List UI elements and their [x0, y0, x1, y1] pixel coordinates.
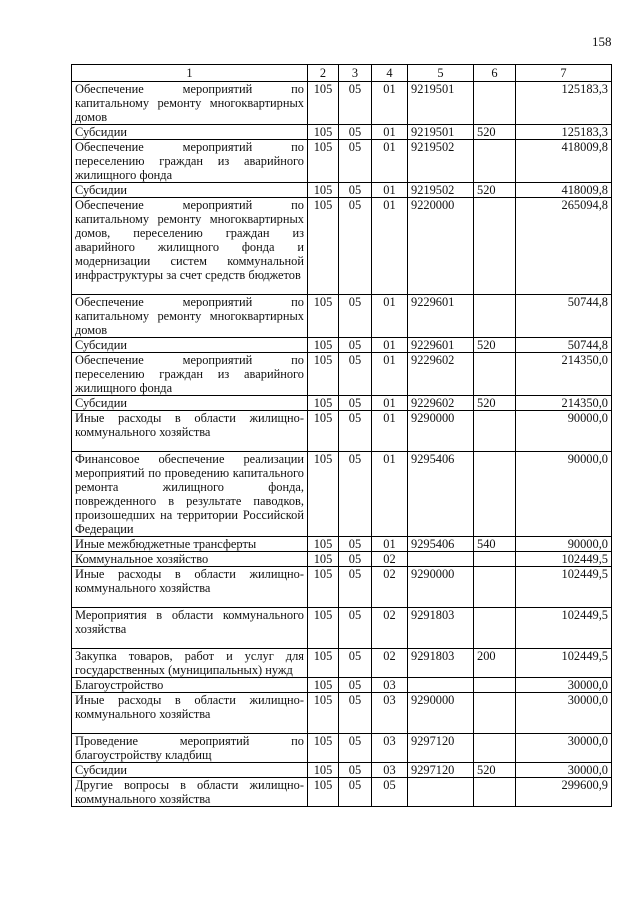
expense-type-cell [474, 452, 516, 537]
expense-type-cell [474, 567, 516, 608]
table-row [72, 82, 612, 125]
table-row [72, 649, 612, 678]
target-code-cell: 9219502 [408, 140, 474, 183]
table-row [72, 763, 612, 778]
subsection-code-cell: 05 [339, 353, 372, 396]
target-code-cell: 9229602 [408, 353, 474, 396]
section-code-cell: 105 [308, 82, 339, 125]
article-code-cell: 01 [372, 353, 408, 396]
expense-type-cell [474, 140, 516, 183]
article-code-cell: 03 [372, 763, 408, 778]
column-header-2: 2 [308, 65, 339, 82]
section-code-cell: 105 [308, 693, 339, 734]
article-code-cell: 01 [372, 295, 408, 338]
amount-cell: 214350,0 [516, 396, 612, 411]
section-code-cell: 105 [308, 763, 339, 778]
target-code-cell [408, 678, 474, 693]
amount-cell: 125183,3 [516, 125, 612, 140]
section-code-cell: 105 [308, 338, 339, 353]
article-code-cell: 02 [372, 608, 408, 649]
subsection-code-cell: 05 [339, 295, 372, 338]
section-code-cell: 105 [308, 778, 339, 807]
budget-table [71, 64, 612, 807]
column-header-1: 1 [72, 65, 308, 82]
target-code-cell: 9229601 [408, 295, 474, 338]
expense-type-cell [474, 778, 516, 807]
amount-cell: 30000,0 [516, 734, 612, 763]
target-code-cell [408, 552, 474, 567]
target-code-cell: 9220000 [408, 198, 474, 295]
expense-type-cell: 520 [474, 763, 516, 778]
column-header-7: 7 [516, 65, 612, 82]
target-code-cell: 9297120 [408, 734, 474, 763]
amount-cell: 265094,8 [516, 198, 612, 295]
section-code-cell: 105 [308, 734, 339, 763]
subsection-code-cell: 05 [339, 567, 372, 608]
section-code-cell: 105 [308, 183, 339, 198]
section-code-cell: 105 [308, 353, 339, 396]
table-row [72, 125, 612, 140]
table-row [72, 338, 612, 353]
expense-name-cell: Субсидии [72, 396, 308, 411]
subsection-code-cell: 05 [339, 537, 372, 552]
expense-type-cell [474, 693, 516, 734]
article-code-cell: 01 [372, 198, 408, 295]
amount-cell: 125183,3 [516, 82, 612, 125]
section-code-cell: 105 [308, 678, 339, 693]
target-code-cell: 9229602 [408, 396, 474, 411]
subsection-code-cell: 05 [339, 82, 372, 125]
target-code-cell: 9290000 [408, 693, 474, 734]
section-code-cell: 105 [308, 452, 339, 537]
table-row [72, 140, 612, 183]
article-code-cell: 01 [372, 411, 408, 452]
expense-type-cell: 200 [474, 649, 516, 678]
section-code-cell: 105 [308, 198, 339, 295]
table-row [72, 183, 612, 198]
subsection-code-cell: 05 [339, 183, 372, 198]
amount-cell: 30000,0 [516, 678, 612, 693]
subsection-code-cell: 05 [339, 552, 372, 567]
table-row [72, 608, 612, 649]
table-row [72, 411, 612, 452]
section-code-cell: 105 [308, 125, 339, 140]
target-code-cell: 9219501 [408, 125, 474, 140]
expense-type-cell [474, 198, 516, 295]
table-row [72, 678, 612, 693]
expense-type-cell: 520 [474, 183, 516, 198]
expense-name-cell: Обеспечение мероприятий по переселению граждан из аварийного жилищного фонда [72, 353, 308, 396]
expense-name-cell: Иные расходы в области жилищно-коммунального хозяйства [72, 693, 308, 734]
subsection-code-cell: 05 [339, 608, 372, 649]
table-row [72, 552, 612, 567]
target-code-cell: 9295406 [408, 537, 474, 552]
article-code-cell: 01 [372, 537, 408, 552]
expense-type-cell [474, 734, 516, 763]
article-code-cell: 01 [372, 338, 408, 353]
subsection-code-cell: 05 [339, 396, 372, 411]
subsection-code-cell: 05 [339, 693, 372, 734]
column-header-5: 5 [408, 65, 474, 82]
subsection-code-cell: 05 [339, 140, 372, 183]
target-code-cell: 9291803 [408, 649, 474, 678]
article-code-cell: 01 [372, 125, 408, 140]
amount-cell: 102449,5 [516, 608, 612, 649]
amount-cell: 102449,5 [516, 567, 612, 608]
amount-cell: 102449,5 [516, 649, 612, 678]
expense-type-cell [474, 353, 516, 396]
amount-cell: 90000,0 [516, 452, 612, 537]
expense-name-cell: Обеспечение мероприятий по переселению граждан из аварийного жилищного фонда [72, 140, 308, 183]
expense-type-cell [474, 678, 516, 693]
expense-name-cell: Субсидии [72, 125, 308, 140]
amount-cell: 418009,8 [516, 183, 612, 198]
expense-name-cell: Иные расходы в области жилищно-коммунального хозяйства [72, 567, 308, 608]
target-code-cell: 9229601 [408, 338, 474, 353]
subsection-code-cell: 05 [339, 778, 372, 807]
expense-type-cell [474, 82, 516, 125]
amount-cell: 90000,0 [516, 537, 612, 552]
table-row [72, 198, 612, 295]
amount-cell: 30000,0 [516, 763, 612, 778]
table-row [72, 778, 612, 807]
article-code-cell: 01 [372, 452, 408, 537]
expense-name-cell: Проведение мероприятий по благоустройству кладбищ [72, 734, 308, 763]
expense-name-cell: Субсидии [72, 183, 308, 198]
expense-name-cell: Финансовое обеспечение реализации мероприятий по проведению капитального ремонта жилищного фонда, поврежденного в результате паводков, произошедших на территории Российской Федерации [72, 452, 308, 537]
amount-cell: 418009,8 [516, 140, 612, 183]
section-code-cell: 105 [308, 396, 339, 411]
table-row [72, 396, 612, 411]
table-body [72, 82, 612, 807]
target-code-cell: 9290000 [408, 567, 474, 608]
article-code-cell: 02 [372, 552, 408, 567]
amount-cell: 50744,8 [516, 295, 612, 338]
subsection-code-cell: 05 [339, 734, 372, 763]
article-code-cell: 01 [372, 396, 408, 411]
expense-name-cell: Субсидии [72, 763, 308, 778]
target-code-cell: 9219501 [408, 82, 474, 125]
amount-cell: 299600,9 [516, 778, 612, 807]
article-code-cell: 03 [372, 734, 408, 763]
target-code-cell: 9291803 [408, 608, 474, 649]
amount-cell: 102449,5 [516, 552, 612, 567]
column-header-6: 6 [474, 65, 516, 82]
expense-name-cell: Закупка товаров, работ и услуг для государственных (муниципальных) нужд [72, 649, 308, 678]
article-code-cell: 01 [372, 82, 408, 125]
section-code-cell: 105 [308, 140, 339, 183]
article-code-cell: 03 [372, 678, 408, 693]
subsection-code-cell: 05 [339, 338, 372, 353]
subsection-code-cell: 05 [339, 411, 372, 452]
article-code-cell: 02 [372, 567, 408, 608]
section-code-cell: 105 [308, 608, 339, 649]
amount-cell: 50744,8 [516, 338, 612, 353]
table-row [72, 295, 612, 338]
target-code-cell: 9295406 [408, 452, 474, 537]
expense-name-cell: Обеспечение мероприятий по капитальному ремонту многоквартирных домов [72, 295, 308, 338]
expense-type-cell [474, 295, 516, 338]
column-header-3: 3 [339, 65, 372, 82]
table-row [72, 452, 612, 537]
subsection-code-cell: 05 [339, 125, 372, 140]
subsection-code-cell: 05 [339, 452, 372, 537]
amount-cell: 30000,0 [516, 693, 612, 734]
amount-cell: 90000,0 [516, 411, 612, 452]
table-row [72, 353, 612, 396]
subsection-code-cell: 05 [339, 649, 372, 678]
subsection-code-cell: 05 [339, 198, 372, 295]
expense-type-cell [474, 608, 516, 649]
table-row [72, 693, 612, 734]
expense-name-cell: Обеспечение мероприятий по капитальному ремонту многоквартирных домов, переселению граждан из аварийного жилищного фонда и модернизации систем коммунальной инфраструктуры за счет средств бюджетов [72, 198, 308, 295]
article-code-cell: 05 [372, 778, 408, 807]
expense-name-cell: Субсидии [72, 338, 308, 353]
expense-name-cell: Иные межбюджетные трансферты [72, 537, 308, 552]
section-code-cell: 105 [308, 649, 339, 678]
expense-type-cell: 540 [474, 537, 516, 552]
table-header-row [72, 65, 612, 82]
expense-name-cell: Иные расходы в области жилищно-коммунального хозяйства [72, 411, 308, 452]
page-number: 158 [592, 34, 612, 49]
article-code-cell: 03 [372, 693, 408, 734]
section-code-cell: 105 [308, 567, 339, 608]
expense-type-cell: 520 [474, 338, 516, 353]
target-code-cell: 9219502 [408, 183, 474, 198]
expense-name-cell: Мероприятия в области коммунального хозяйства [72, 608, 308, 649]
expense-name-cell: Коммунальное хозяйство [72, 552, 308, 567]
target-code-cell: 9297120 [408, 763, 474, 778]
section-code-cell: 105 [308, 295, 339, 338]
article-code-cell: 01 [372, 140, 408, 183]
target-code-cell: 9290000 [408, 411, 474, 452]
article-code-cell: 01 [372, 183, 408, 198]
expense-type-cell [474, 552, 516, 567]
table-row [72, 537, 612, 552]
amount-cell: 214350,0 [516, 353, 612, 396]
column-header-4: 4 [372, 65, 408, 82]
expense-type-cell: 520 [474, 396, 516, 411]
expense-name-cell: Благоустройство [72, 678, 308, 693]
section-code-cell: 105 [308, 537, 339, 552]
subsection-code-cell: 05 [339, 678, 372, 693]
section-code-cell: 105 [308, 552, 339, 567]
target-code-cell [408, 778, 474, 807]
subsection-code-cell: 05 [339, 763, 372, 778]
table-row [72, 567, 612, 608]
article-code-cell: 02 [372, 649, 408, 678]
expense-type-cell: 520 [474, 125, 516, 140]
expense-name-cell: Другие вопросы в области жилищно-коммунального хозяйства [72, 778, 308, 807]
expense-type-cell [474, 411, 516, 452]
expense-name-cell: Обеспечение мероприятий по капитальному ремонту многоквартирных домов [72, 82, 308, 125]
section-code-cell: 105 [308, 411, 339, 452]
table-row [72, 734, 612, 763]
